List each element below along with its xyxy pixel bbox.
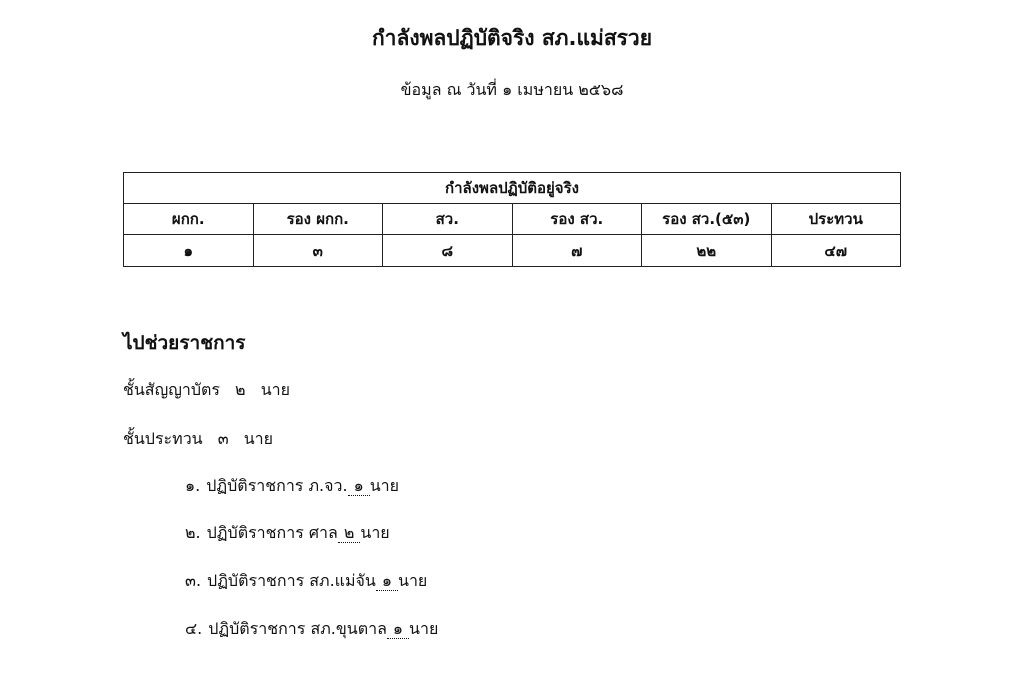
column-header: ผกก. (124, 204, 254, 235)
officer-count: ๒ (235, 380, 246, 399)
column-header: สว. (383, 204, 513, 235)
table-cell: ๗ (512, 235, 642, 267)
nco-label: ชั้นประทวน (123, 429, 203, 448)
item-count: ๑ (348, 477, 370, 496)
item-text: ปฏิบัติราชการ ภ.จว. (206, 476, 348, 495)
item-number: ๑. (185, 476, 201, 495)
officer-line (123, 378, 290, 403)
table-cell: ๔๗ (771, 235, 901, 267)
table-cell: ๓ (253, 235, 383, 267)
item-count: ๑ (387, 620, 409, 639)
personnel-table (123, 172, 901, 267)
column-header: รอง ผกก. (253, 204, 383, 235)
nco-unit: นาย (243, 429, 274, 448)
column-header: ประทวน (771, 204, 901, 235)
table-caption: กำลังพลปฏิบัติอยู่จริง (124, 173, 901, 204)
section-heading: ไปช่วยราชการ (123, 332, 246, 354)
list-item (185, 521, 390, 546)
document-title: กำลังพลปฏิบัติจริง สภ.แม่สรวย (371, 26, 653, 50)
list-item (185, 474, 399, 499)
item-text: ปฏิบัติราชการ สภ.แม่จัน (207, 571, 376, 590)
item-text: ปฏิบัติราชการ สภ.ขุนตาล (208, 619, 387, 638)
table-caption-row (124, 173, 901, 204)
item-number: ๔. (185, 619, 203, 638)
officer-label: ชั้นสัญญาบัตร (123, 380, 220, 399)
officer-unit: นาย (260, 380, 290, 399)
nco-count: ๓ (217, 429, 229, 448)
list-item (185, 569, 427, 594)
column-header: รอง สว.(๕๓) (642, 204, 772, 235)
item-text: ปฏิบัติราชการ ศาล (206, 523, 338, 542)
document-subtitle: ข้อมูล ณ วันที่ ๑ เมษายน ๒๕๖๘ (400, 80, 624, 99)
table-cell: ๒๒ (642, 235, 772, 267)
nco-line (123, 427, 273, 452)
item-unit: นาย (360, 523, 390, 542)
item-unit: นาย (398, 571, 428, 590)
item-number: ๒. (185, 523, 201, 542)
item-number: ๓. (185, 571, 202, 590)
item-unit: นาย (369, 476, 400, 495)
list-item (185, 617, 438, 642)
column-header: รอง สว. (512, 204, 642, 235)
table-header-row (124, 204, 901, 235)
table-cell: ๘ (383, 235, 513, 267)
table-row (124, 235, 901, 267)
item-count: ๒ (338, 524, 361, 543)
item-unit: นาย (409, 619, 439, 638)
table-cell: ๑ (124, 235, 254, 267)
item-count: ๑ (376, 572, 398, 591)
